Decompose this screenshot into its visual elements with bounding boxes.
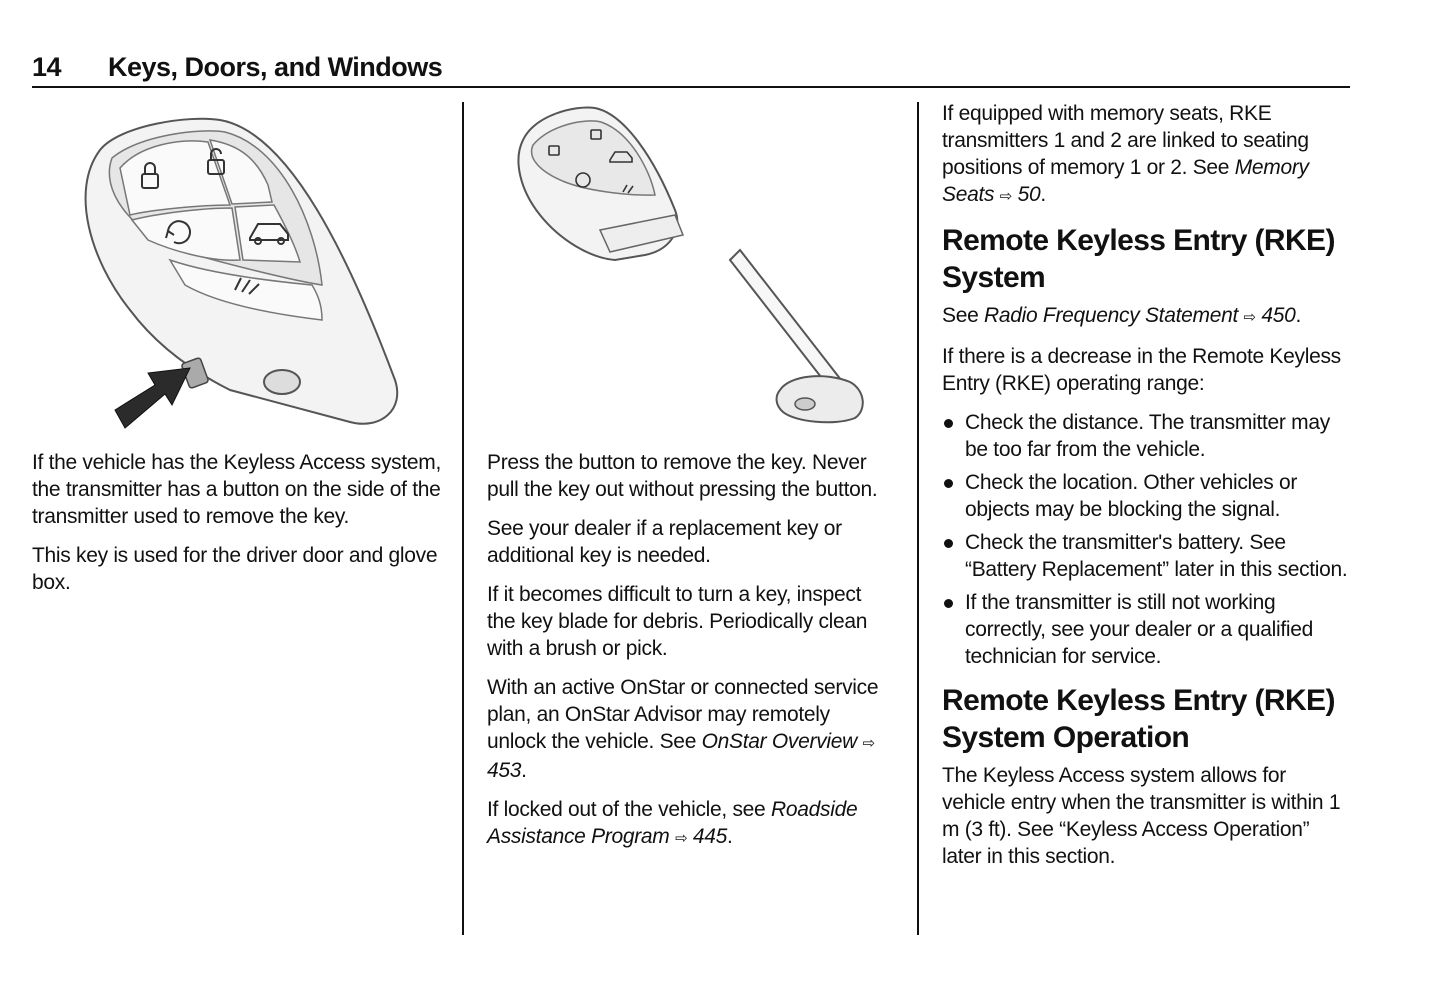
paragraph: Press the button to remove the key. Never pull the key out without pressing the button.: [487, 451, 878, 501]
page-reference-icon: ⇨: [999, 188, 1013, 205]
key-blade: [730, 250, 863, 422]
cross-reference-link[interactable]: Memory Seats ⇨ 50: [942, 156, 1309, 206]
column-3: [942, 100, 1350, 882]
cross-reference-link[interactable]: Radio Frequency Statement ⇨ 450: [984, 304, 1296, 327]
paragraph: See your dealer if a replacement key or additional key is needed.: [487, 517, 842, 567]
paragraph: The Keyless Access system allows for vehicle entry when the transmitter is within 1 m (3 ft). See “Keyless Access Operation” later in this section.: [942, 764, 1341, 868]
paragraph: If the vehicle has the Keyless Access system, the transmitter has a button on the side of the transmitter used to remove the key.: [32, 451, 442, 528]
cross-reference-link[interactable]: OnStar Overview ⇨ 453: [487, 730, 875, 782]
paragraph: If locked out of the vehicle, see Roadside Assistance Program ⇨ 445.: [487, 798, 858, 848]
key-ring-hole: [264, 370, 300, 394]
list-item: Check the transmitter's battery. See “Battery Replacement” later in this section.: [942, 529, 1350, 583]
page-reference-icon: ⇨: [675, 830, 688, 847]
column-divider: [917, 102, 919, 935]
paragraph: If it becomes difficult to turn a key, inspect the key blade for debris. Periodically clean with a brush or pick.: [487, 583, 868, 660]
page-reference-icon: ⇨: [1243, 309, 1256, 326]
section-title: Keys, Doors, and Windows: [108, 52, 443, 82]
list-item: If the transmitter is still not working correctly, see your dealer or a qualified technician for service.: [942, 589, 1350, 670]
key-fob-key-removed-illustration: [505, 100, 885, 440]
column-1: [32, 449, 447, 608]
section-heading: Remote Keyless Entry (RKE) System: [942, 224, 1335, 294]
column-2: [487, 449, 892, 864]
key-fob-side-button-illustration: [60, 110, 420, 440]
column-divider: [462, 102, 464, 935]
section-heading: Remote Keyless Entry (RKE) System Operation: [942, 684, 1335, 754]
page-reference-icon: ⇨: [862, 735, 875, 752]
paragraph: See Radio Frequency Statement ⇨ 450.: [942, 304, 1302, 327]
page-header: [32, 50, 1350, 88]
paragraph: This key is used for the driver door and glove box.: [32, 544, 438, 594]
paragraph: If equipped with memory seats, RKE transmitters 1 and 2 are linked to seating positions of memory 1 or 2. See Memory Seats ⇨ 50.: [942, 102, 1309, 206]
paragraph: If there is a decrease in the Remote Keyless Entry (RKE) operating range:: [942, 345, 1341, 395]
list-item: Check the location. Other vehicles or objects may be blocking the signal.: [942, 469, 1350, 523]
list-item: Check the distance. The transmitter may be too far from the vehicle.: [942, 409, 1350, 463]
paragraph: With an active OnStar or connected service plan, an OnStar Advisor may remotely unlock the vehicle. See OnStar Overview ⇨ 453.: [487, 676, 879, 782]
pointer-arrow: [115, 368, 190, 428]
cross-reference-link[interactable]: Roadside Assistance Program ⇨ 445: [487, 798, 858, 848]
bullet-list: [942, 409, 1350, 670]
page-number: 14: [32, 52, 62, 82]
